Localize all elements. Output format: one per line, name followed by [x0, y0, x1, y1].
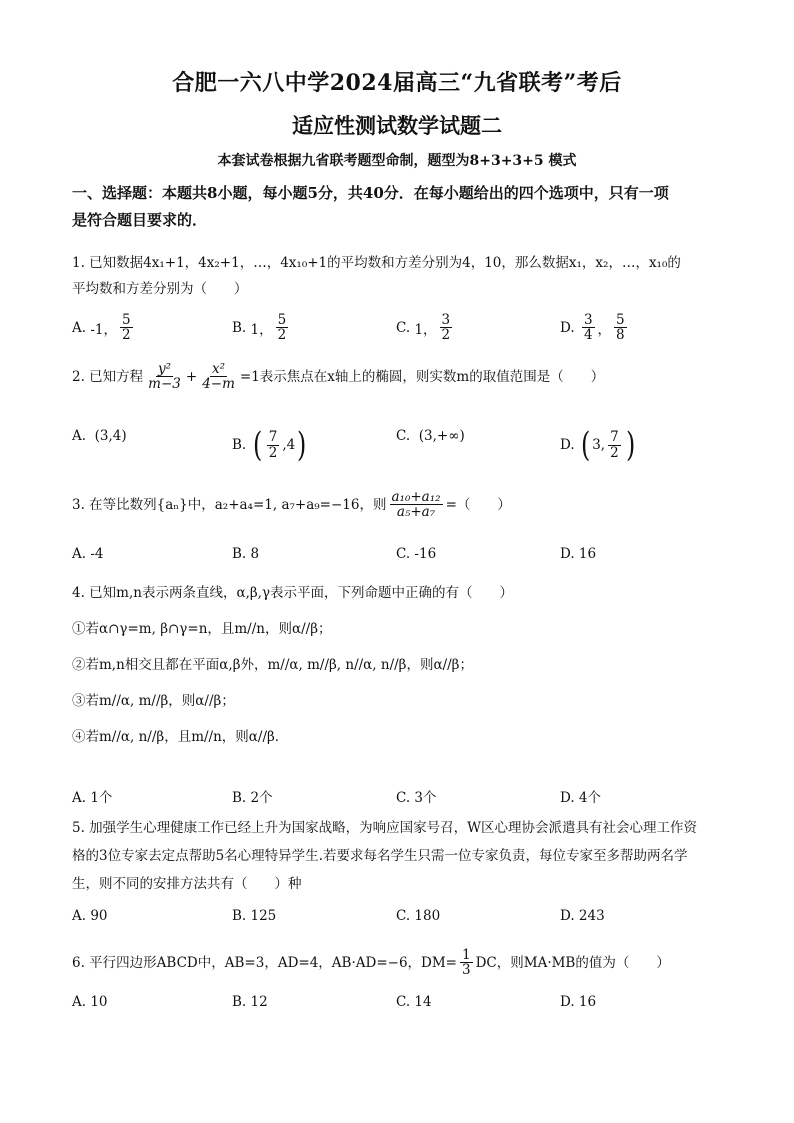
frac-num: 3: [441, 312, 451, 328]
question-4-item1: ①若α∩γ=m, β∩γ=n，且m//n，则α//β；: [72, 621, 332, 637]
question-2: [72, 362, 732, 391]
exam-title-line2: 适应性测试数学试题二: [292, 113, 502, 138]
option-text: ，: [597, 321, 612, 338]
question-4-option-c[interactable]: C. 3个: [396, 790, 437, 806]
question-1-option-b[interactable]: [232, 313, 291, 342]
question-4-options: [72, 786, 732, 814]
fraction: [120, 313, 133, 342]
question-3-option-b[interactable]: B. 8: [232, 546, 260, 562]
frac-num: 3: [583, 312, 593, 328]
question-4: [72, 578, 732, 752]
option-text: 3,: [592, 437, 606, 453]
frac-den: 3: [462, 962, 471, 979]
question-2-tail: =1表示焦点在x轴上的椭圆，则实数m的取值范围是（ ）: [239, 368, 605, 385]
frac-den: 2: [268, 444, 278, 461]
question-6-line1: [72, 948, 732, 977]
option-label: A.: [72, 428, 87, 444]
question-5-line2: 格的3位专家去定点帮助5名心理特异学生.若要求每名学生只需一位专家负责，每位专家至多帮助两名学: [72, 848, 688, 864]
frac-den: 4: [583, 327, 593, 344]
question-5-option-b[interactable]: B. 125: [232, 908, 277, 924]
frac-den: 4−m: [202, 376, 235, 393]
question-6: [72, 948, 732, 977]
frac-num: 5: [277, 312, 287, 328]
left-paren: (: [252, 425, 262, 465]
question-4-option-d[interactable]: D. 4个: [560, 790, 602, 806]
frac-num: 1: [462, 947, 471, 963]
exam-subtitle: 本套试卷根据九省联考题型命制，题型为8+3+3+5 模式: [217, 153, 577, 169]
question-3-option-d[interactable]: D. 16: [560, 546, 597, 562]
frac-den: 8: [616, 327, 625, 344]
option-label: B.: [232, 319, 247, 336]
question-4-item3: ③若m//α, m//β，则α//β；: [72, 693, 235, 709]
question-5-line1: 5. 加强学生心理健康工作已经上升为国家战略，为响应国家号召，W区心理协会派遣具有社会心理工作资: [72, 820, 698, 836]
question-6-option-a[interactable]: A. 10: [72, 994, 108, 1010]
question-2-option-c[interactable]: [396, 428, 465, 444]
question-6-tail: DC，则MA·MB的值为（ ）: [475, 954, 670, 971]
frac-num: x²: [212, 361, 226, 377]
left-paren: (: [580, 425, 591, 465]
question-3-option-a[interactable]: A. -4: [72, 546, 104, 562]
fraction: [276, 313, 289, 342]
option-text: -1，: [90, 321, 117, 338]
question-2-options: [72, 425, 732, 465]
question-2-option-a[interactable]: [72, 428, 127, 444]
question-4-item4: ④若m//α, n//β，且m//n，则α//β．: [72, 729, 289, 745]
question-4-option-a[interactable]: A. 1个: [72, 790, 113, 806]
option-text: (3,4): [94, 428, 127, 444]
option-text: 1，: [250, 321, 273, 338]
fraction: [582, 313, 595, 342]
right-paren: ): [297, 425, 307, 465]
question-6-option-d[interactable]: D. 16: [560, 994, 597, 1010]
question-5-option-a[interactable]: A. 90: [72, 908, 108, 924]
frac-num: 7: [268, 429, 278, 446]
question-3-tail: =（ ）: [445, 496, 511, 513]
fraction: [267, 430, 280, 459]
section-heading: [72, 180, 730, 234]
frac-den: 2: [441, 327, 451, 344]
fraction: [608, 430, 621, 459]
fraction: [200, 362, 237, 391]
section-heading-line2: 是符合题目要求的．: [72, 211, 208, 229]
question-3: [72, 490, 732, 519]
option-label: D.: [560, 319, 575, 336]
section-heading-line1: 一、选择题：本题共8小题，每小题5分，共40分．在每小题给出的四个选项中，只有一项: [72, 184, 669, 202]
question-4-line1: 4. 已知m,n表示两条直线，α,β,γ表示平面，下列命题中正确的有（ ）: [72, 585, 514, 601]
option-label: D.: [560, 437, 575, 453]
option-label: C.: [396, 428, 411, 444]
question-2-line1: [72, 362, 732, 391]
fraction: [440, 313, 453, 342]
question-5-line3: 生，则不同的安排方法共有（ ）种: [72, 876, 302, 892]
fraction: [390, 490, 443, 519]
question-6-lead: 6. 平行四边形ABCD中，AB=3，AD=4，AB·AD=−6，DM=: [72, 954, 457, 971]
option-text: (3,+∞): [418, 428, 465, 444]
frac-num: 5: [122, 312, 131, 328]
question-5-option-c[interactable]: C. 180: [396, 908, 441, 924]
frac-num: a₁₀+a₁₂: [391, 489, 441, 505]
frac-den: a₅+a₇: [396, 504, 436, 521]
question-2-option-b[interactable]: [232, 425, 309, 465]
question-3-option-c[interactable]: C. -16: [396, 546, 437, 562]
frac-den: m−3: [148, 376, 181, 393]
fraction: [614, 313, 627, 342]
frac-den: 2: [122, 327, 131, 344]
right-paren: ): [625, 425, 635, 465]
question-4-option-b[interactable]: B. 2个: [232, 790, 273, 806]
question-5: [72, 814, 732, 898]
question-6-option-c[interactable]: C. 14: [396, 994, 432, 1010]
frac-den: 2: [610, 444, 619, 461]
option-text: ,4: [282, 437, 296, 453]
option-label: A.: [72, 319, 87, 336]
question-1: [72, 250, 732, 302]
option-label: B.: [232, 437, 247, 453]
question-2-option-d[interactable]: [560, 425, 637, 465]
question-1-option-d[interactable]: [560, 313, 630, 342]
question-3-options: [72, 546, 732, 574]
exam-title-line1: 合肥一六八中学2024届高三“九省联考”考后: [172, 70, 622, 96]
question-6-options: [72, 994, 732, 1022]
frac-num: 5: [616, 312, 625, 328]
question-1-option-a[interactable]: [72, 313, 136, 342]
question-2-lead: 2. 已知方程: [72, 368, 144, 385]
question-3-line1: [72, 490, 732, 519]
question-1-line1: 1. 已知数据4x₁+1，4x₂+1，…，4x₁₀+1的平均数和方差分别为4，10，那么数据x₁，x₂，…，x₁₀的: [72, 255, 681, 271]
question-4-item2: ②若m,n相交且都在平面α,β外，m//α, m//β, n//α, n//β，则α//β；: [72, 657, 473, 673]
frac-num: 7: [610, 429, 619, 446]
fraction: [460, 948, 473, 977]
option-text: 1，: [414, 321, 437, 338]
question-5-option-d[interactable]: D. 243: [560, 908, 605, 924]
question-1-option-c[interactable]: [396, 313, 455, 342]
frac-num: y²: [158, 361, 172, 377]
option-label: C.: [396, 319, 411, 336]
question-1-options: [72, 312, 732, 344]
question-5-options: [72, 908, 732, 936]
question-1-line2: 平均数和方差分别为（ ）: [72, 281, 248, 297]
question-6-option-b[interactable]: B. 12: [232, 994, 268, 1010]
plus-sign: +: [185, 368, 198, 385]
frac-den: 2: [277, 327, 287, 344]
fraction: [146, 362, 183, 391]
question-3-lead: 3. 在等比数列{aₙ}中，a₂+a₄=1, a₇+a₉=−16，则: [72, 496, 387, 513]
